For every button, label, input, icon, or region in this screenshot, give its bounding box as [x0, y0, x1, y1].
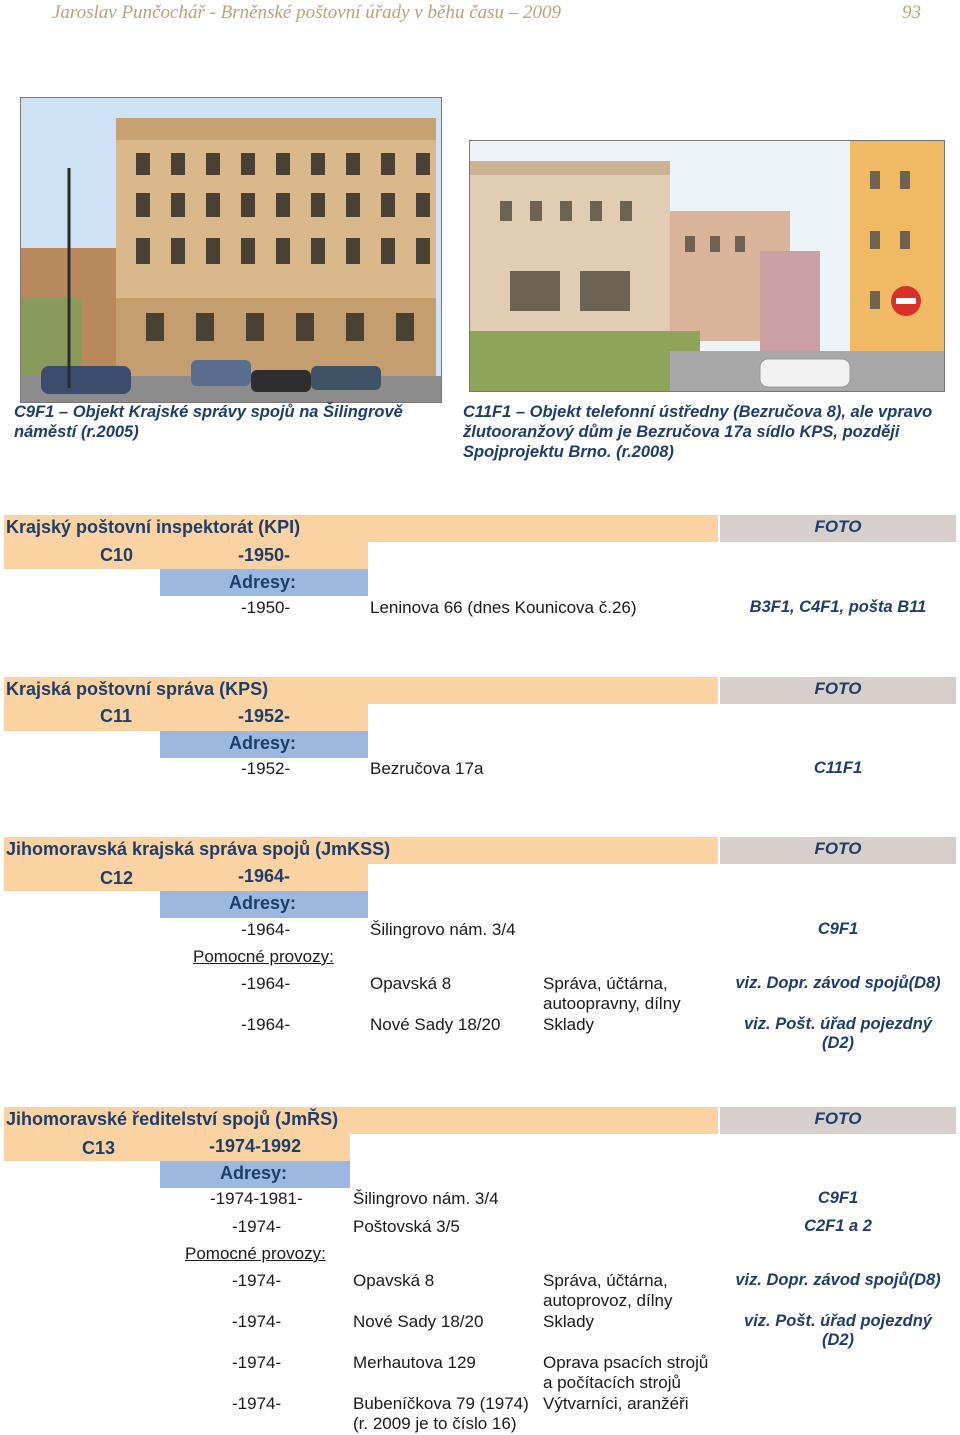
- section-period: -1952-: [238, 706, 291, 726]
- address-place: Leninova 66 (dnes Kounicova č.26): [370, 598, 637, 617]
- running-head-title: Jaroslav Punčochář - Brněnské poštovní úřady v běhu času – 2009: [52, 2, 562, 23]
- aux-foto: viz. Pošt. úřad pojezdný (D2): [744, 1312, 932, 1349]
- aux-purpose: Správa, účtárna, autoopravny, dílny: [543, 974, 681, 1013]
- section-title: Jihomoravské ředitelství spojů (JmŘS): [6, 1109, 339, 1129]
- address-place: Bezručova 17a: [370, 759, 484, 778]
- foto-label: FOTO: [814, 679, 862, 698]
- photo-c9f1: [20, 97, 442, 403]
- foto-label: FOTO: [814, 1109, 862, 1128]
- address-place: Šilingrovo nám. 3/4: [370, 920, 516, 939]
- aux-place: Merhautova 129: [353, 1353, 476, 1372]
- aux-date: -1964-: [241, 974, 291, 993]
- aux-date: -1974-: [232, 1394, 282, 1413]
- addresses-label: Adresy:: [229, 733, 297, 753]
- building-photo-c9f1: [21, 98, 441, 402]
- section-title: Krajská poštovní správa (KPS): [6, 679, 269, 699]
- aux-place: Opavská 8: [353, 1271, 435, 1290]
- aux-purpose: Sklady: [543, 1015, 595, 1034]
- photo-c11f1: [469, 140, 945, 392]
- addresses-label: Adresy:: [220, 1163, 288, 1183]
- code-bar: [4, 704, 368, 731]
- address-place: Poštovská 3/5: [353, 1217, 460, 1236]
- aux-purpose: Oprava psacích strojů a počítacích strojů: [543, 1353, 709, 1392]
- section-period: -1974-1992: [209, 1136, 302, 1156]
- code-bar: [4, 864, 368, 891]
- section-title: Krajský poštovní inspektorát (KPI): [6, 517, 301, 537]
- foto-label: FOTO: [814, 839, 862, 858]
- address-date: -1964-: [241, 920, 291, 939]
- aux-date: -1974-: [232, 1271, 282, 1290]
- aux-label: Pomocné provozy:: [185, 1244, 326, 1263]
- address-foto: B3F1, C4F1, pošta B11: [749, 598, 927, 616]
- section-title: Jihomoravská krajská správa spojů (JmKSS): [6, 839, 391, 859]
- address-place: Šilingrovo nám. 3/4: [353, 1189, 499, 1208]
- section-period: -1950-: [238, 545, 291, 565]
- aux-place: Nové Sady 18/20: [370, 1015, 501, 1034]
- aux-label: Pomocné provozy:: [193, 947, 334, 966]
- aux-date: -1974-: [232, 1312, 282, 1331]
- aux-place: Nové Sady 18/20: [353, 1312, 484, 1331]
- address-foto: C9F1: [817, 920, 859, 938]
- code-bar: [4, 542, 368, 569]
- section-period: -1964-: [238, 866, 291, 886]
- address-date: -1974-1981-: [210, 1189, 303, 1208]
- address-foto: C2F1 a 2: [804, 1217, 872, 1235]
- section-code: C13: [82, 1138, 116, 1158]
- address-date: -1952-: [241, 759, 291, 778]
- aux-date: -1974-: [232, 1353, 282, 1372]
- section-code: C11: [100, 706, 133, 726]
- aux-purpose: Sklady: [543, 1312, 595, 1331]
- photo-caption-c9f1: C9F1 – Objekt Krajské správy spojů na Šilingrově náměstí (r.2005): [14, 403, 403, 441]
- aux-date: -1964-: [241, 1015, 291, 1034]
- aux-purpose: Správa, účtárna, autoprovoz, dílny: [543, 1271, 673, 1310]
- addresses-label: Adresy:: [229, 893, 297, 913]
- foto-label: FOTO: [814, 517, 862, 536]
- address-date: -1974-: [232, 1217, 282, 1236]
- building-photo-c11f1: [470, 141, 944, 391]
- section-code: C12: [100, 868, 134, 888]
- address-foto: C11F1: [813, 759, 863, 777]
- aux-purpose: Výtvarníci, aranžéři: [543, 1394, 689, 1413]
- photo-caption-c11f1: C11F1 – Objekt telefonní ústředny (Bezručova 8), ale vpravo žlutooranžový dům je Bezručova 17a sídlo KPS, později Spojprojektu Brno. (r.2008): [463, 403, 933, 461]
- address-date: -1950-: [241, 598, 291, 617]
- addresses-label: Adresy:: [229, 572, 297, 592]
- page-number: 93: [902, 2, 921, 23]
- aux-place: Opavská 8: [370, 974, 452, 993]
- aux-foto: viz. Dopr. závod spojů(D8): [735, 1271, 941, 1289]
- aux-place: Bubeníčkova 79 (1974) (r. 2009 je to číslo 16): [353, 1394, 529, 1433]
- aux-foto: viz. Pošt. úřad pojezdný (D2): [744, 1015, 932, 1052]
- aux-foto: viz. Dopr. závod spojů(D8): [735, 974, 941, 992]
- address-foto: C9F1: [817, 1189, 859, 1207]
- section-code: C10: [100, 545, 134, 565]
